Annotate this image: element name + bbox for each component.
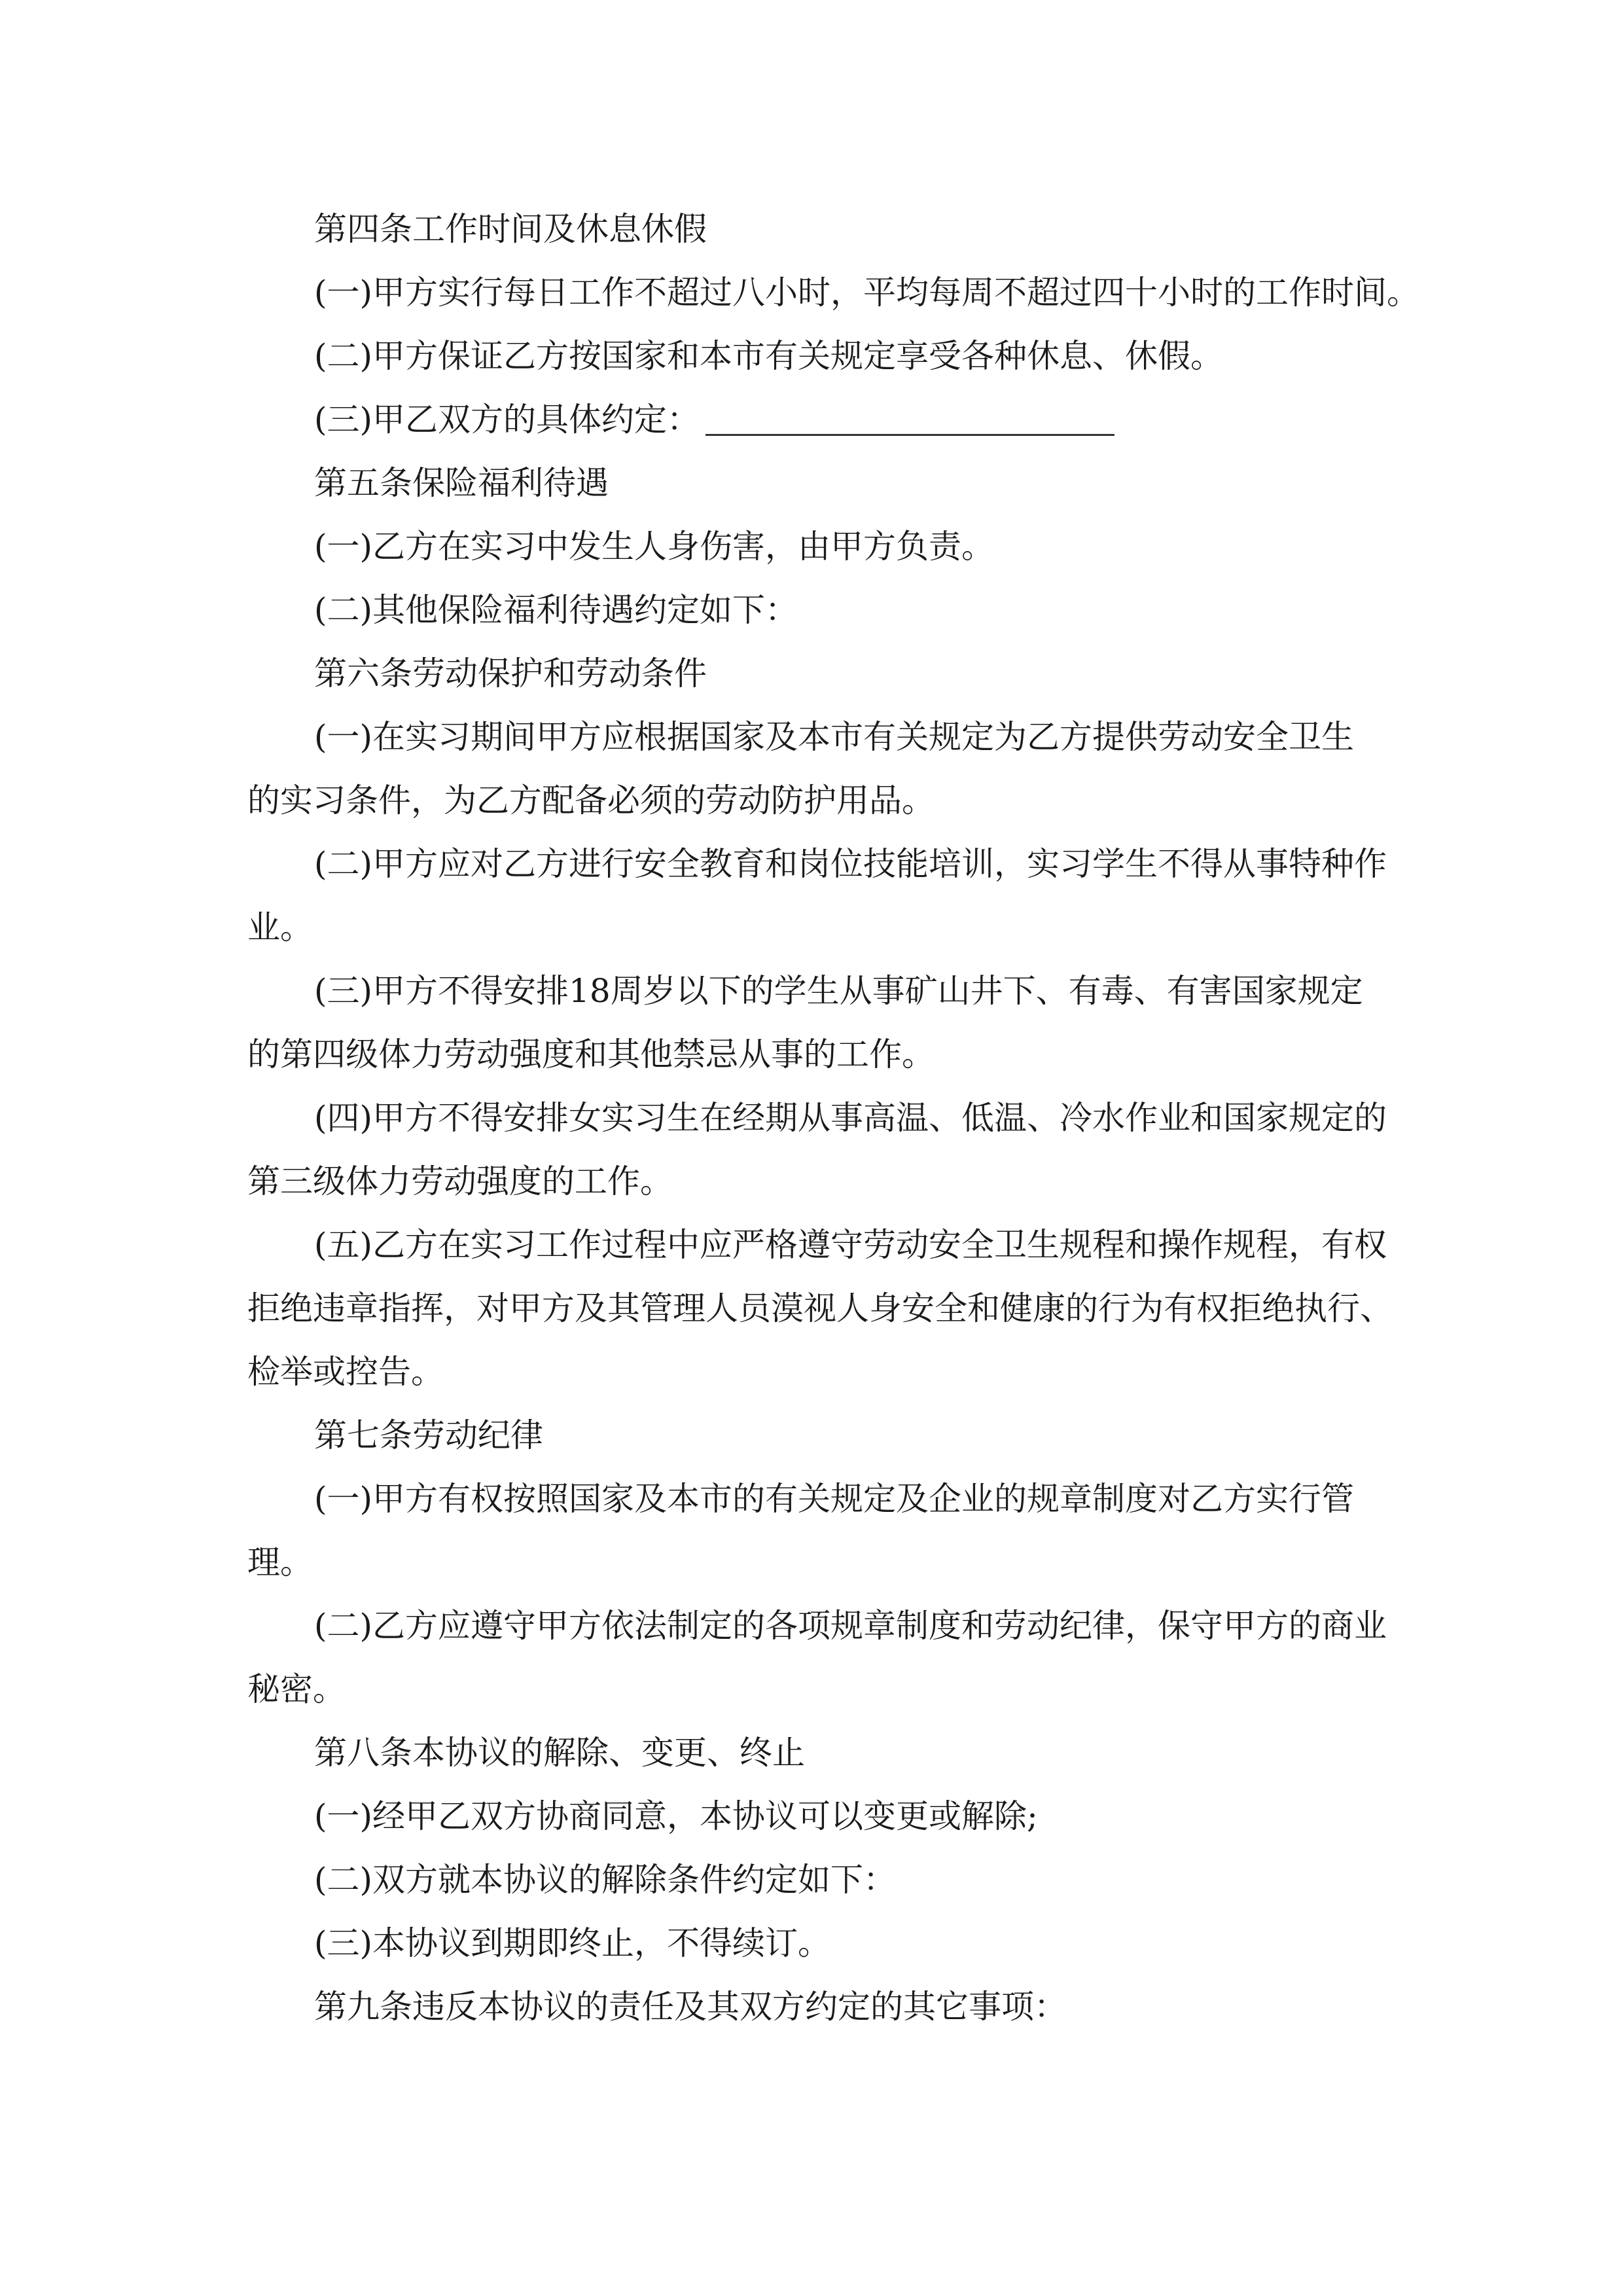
paragraph-line: [0, 896, 1623, 959]
line-text: 拒绝违章指挥，对甲方及其管理人员漠视人身安全和健康的行为有权拒绝执行、: [247, 1289, 1393, 1327]
paragraph-line: [0, 261, 1623, 324]
paragraph-line: [0, 1658, 1623, 1721]
paragraph-line: [0, 1594, 1623, 1657]
section-heading-article-7: [0, 1404, 1623, 1467]
paragraph-line: [0, 1467, 1623, 1530]
line-text: (一)经甲乙双方协商同意，本协议可以变更或解除;: [314, 1797, 1038, 1835]
fill-in-blank-line: [705, 434, 1115, 436]
line-text: 第三级体力劳动强度的工作。: [247, 1162, 673, 1200]
paragraph-line: [0, 1150, 1623, 1213]
paragraph-line: [0, 1213, 1623, 1276]
paragraph-line: [0, 1023, 1623, 1086]
line-text: 第八条本协议的解除、变更、终止: [314, 1734, 805, 1772]
line-text: (二)其他保险福利待遇约定如下：: [314, 591, 798, 629]
section-heading-article-9: [0, 1975, 1623, 2038]
line-text: (二)双方就本协议的解除条件约定如下：: [314, 1861, 897, 1899]
paragraph-line: [0, 833, 1623, 895]
line-text: 第九条违反本协议的责任及其双方约定的其它事项：: [314, 1988, 1067, 2026]
line-text: (一)甲方实行每日工作不超过八小时，平均每周不超过四十小时的工作时间。: [314, 274, 1420, 312]
line-text: 第六条劳动保护和劳动条件: [314, 655, 707, 692]
section-heading-article-6: [0, 642, 1623, 705]
paragraph-line: [0, 1277, 1623, 1340]
line-text: 的第四级体力劳动强度和其他禁忌从事的工作。: [247, 1035, 935, 1073]
paragraph-line: [0, 579, 1623, 641]
line-text: (四)甲方不得安排女实习生在经期从事高温、低温、冷水作业和国家规定的: [314, 1099, 1387, 1137]
paragraph-line: [0, 769, 1623, 832]
line-text: (五)乙方在实习工作过程中应严格遵守劳动安全卫生规程和操作规程，有权: [314, 1226, 1387, 1264]
section-heading-article-8: [0, 1721, 1623, 1784]
line-text: (三)本协议到期即终止，不得续订。: [314, 1924, 831, 1962]
paragraph-line: [0, 1531, 1623, 1594]
section-heading-article-4: [0, 198, 1623, 260]
line-text: 第四条工作时间及休息休假: [314, 210, 707, 248]
paragraph-line: [0, 388, 1623, 451]
line-text: (二)乙方应遵守甲方依法制定的各项规章制度和劳动纪律，保守甲方的商业: [314, 1607, 1387, 1645]
paragraph-line: [0, 1848, 1623, 1911]
line-text: (二)甲方保证乙方按国家和本市有关规定享受各种休息、休假。: [314, 337, 1224, 375]
paragraph-line: [0, 1912, 1623, 1975]
paragraph-line: [0, 706, 1623, 768]
paragraph-line: [0, 1086, 1623, 1149]
line-text: 秘密。: [247, 1670, 346, 1708]
line-text: (二)甲方应对乙方进行安全教育和岗位技能培训，实习学生不得从事特种作: [314, 845, 1387, 883]
line-text: (一)在实习期间甲方应根据国家及本市有关规定为乙方提供劳动安全卫生: [314, 718, 1355, 756]
line-text: (三)甲乙双方的具体约定：: [314, 401, 700, 439]
section-heading-article-5: [0, 452, 1623, 514]
paragraph-line: [0, 1340, 1623, 1403]
line-text: (三)甲方不得安排18周岁以下的学生从事矿山井下、有毒、有害国家规定: [314, 972, 1363, 1010]
line-text: 第五条保险福利待遇: [314, 464, 609, 502]
line-text: 理。: [247, 1543, 313, 1581]
line-text: (一)甲方有权按照国家及本市的有关规定及企业的规章制度对乙方实行管: [314, 1480, 1355, 1518]
paragraph-line: [0, 515, 1623, 578]
paragraph-line: [0, 325, 1623, 387]
line-text: (一)乙方在实习中发生人身伤害，由甲方负责。: [314, 528, 995, 565]
line-text: 的实习条件，为乙方配备必须的劳动防护用品。: [247, 781, 935, 819]
line-text: 第七条劳动纪律: [314, 1416, 543, 1454]
line-text: 业。: [247, 908, 313, 946]
line-text: 检举或控告。: [247, 1353, 444, 1391]
paragraph-line: [0, 960, 1623, 1022]
paragraph-line: [0, 1785, 1623, 1848]
